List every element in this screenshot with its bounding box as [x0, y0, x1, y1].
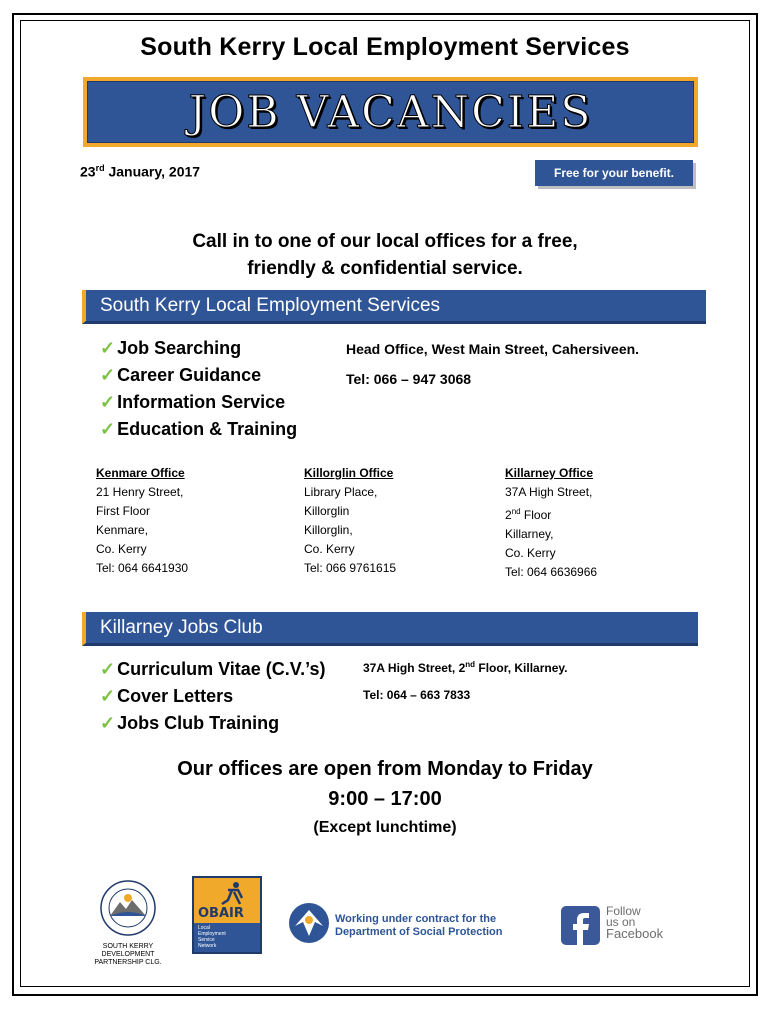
killarney-office: [505, 464, 597, 582]
runner-icon: [194, 878, 260, 908]
office-line: Tel: 064 6641930: [96, 561, 189, 575]
skdp-emblem-icon: [82, 876, 174, 938]
office-line: 21 Henry Street,: [96, 485, 184, 499]
office-line: Tel: 066 9761615: [304, 561, 397, 575]
office-line: Killorglin: [304, 504, 350, 518]
obair-sub: Service: [198, 937, 215, 943]
dsp-contract-text: [335, 913, 502, 939]
office-line: 37A High Street,: [505, 485, 593, 499]
list-item: ✓ Job Searching: [100, 338, 242, 358]
head-office-tel: Tel: 066 – 947 3068: [346, 371, 472, 387]
date-suffix: rd: [95, 163, 105, 173]
job-vacancies-banner: [83, 77, 698, 147]
office-line: 2nd Floor: [505, 507, 552, 522]
list-item: ✓ Career Guidance: [100, 365, 262, 385]
office-line: Co. Kerry: [304, 542, 355, 556]
check-icon: ✓: [100, 419, 116, 439]
jobs-club-address: 37A High Street, 2nd Floor, Killarney.: [363, 660, 568, 675]
opening-hours: [0, 755, 770, 841]
date-day: 23: [80, 163, 96, 180]
hours-line-1: Our offices are open from Monday to Friday: [177, 758, 593, 780]
jobs-club-list: [100, 656, 326, 737]
fb-line-2: us on: [606, 915, 636, 929]
call-in-line-2: friendly & confidential service.: [247, 258, 523, 279]
call-in-text: [0, 228, 770, 282]
obair-logo: [192, 876, 262, 954]
free-badge: Free for your benefit.: [535, 160, 693, 186]
date: [80, 163, 200, 180]
office-line: Co. Kerry: [96, 542, 147, 556]
fb-line-3: Facebook: [606, 926, 664, 941]
facebook-icon[interactable]: [561, 906, 600, 945]
check-icon: ✓: [100, 338, 116, 358]
head-office-address: Head Office, West Main Street, Cahersiveen.: [346, 341, 640, 357]
dsp-line-1: Working under contract for the: [335, 913, 497, 925]
obair-sub: Network: [198, 943, 217, 949]
check-icon: ✓: [100, 392, 116, 412]
check-icon: ✓: [100, 686, 116, 706]
check-icon: ✓: [100, 659, 116, 679]
facebook-follow-text[interactable]: [606, 906, 663, 939]
jobs-club-tel: Tel: 064 – 663 7833: [363, 688, 471, 702]
hours-line-2: 9:00 – 17:00: [328, 788, 442, 810]
kenmare-office: [96, 464, 188, 578]
check-icon: ✓: [100, 713, 116, 733]
obair-sub: Employment: [198, 931, 226, 937]
office-line: Co. Kerry: [505, 546, 556, 560]
dsp-logo: [287, 900, 331, 946]
office-title: Kenmare Office: [96, 466, 185, 480]
check-icon: ✓: [100, 365, 116, 385]
obair-word: OBAIR: [198, 906, 244, 921]
list-item: ✓ Cover Letters: [100, 686, 234, 706]
jobs-club-section-header: Killarney Jobs Club: [82, 612, 698, 646]
list-item: ✓ Jobs Club Training: [100, 713, 280, 733]
office-line: Killarney,: [505, 527, 554, 541]
killorglin-office: [304, 464, 396, 578]
skdp-name-line-2: PARTNERSHIP CLG.: [94, 959, 162, 966]
obair-sub: Local: [198, 925, 210, 931]
office-line: Library Place,: [304, 485, 378, 499]
hours-line-3: (Except lunchtime): [313, 819, 457, 836]
services-list: [100, 335, 297, 443]
dsp-line-2: Department of Social Protection: [335, 926, 503, 938]
list-item: ✓ Education & Training: [100, 419, 298, 439]
office-line: First Floor: [96, 504, 150, 518]
office-line: Tel: 064 6636966: [505, 565, 598, 579]
skdp-logo: [82, 876, 174, 966]
office-line: Killorglin,: [304, 523, 353, 537]
page-title: South Kerry Local Employment Services: [140, 33, 630, 61]
office-title: Killorglin Office: [304, 466, 394, 480]
office-line: Kenmare,: [96, 523, 149, 537]
date-rest: January, 2017: [104, 163, 201, 180]
fb-line-1: Follow: [606, 904, 641, 918]
banner-heading: JOB VACANCIES: [188, 86, 593, 138]
call-in-line-1: Call in to one of our local offices for a free,: [192, 231, 578, 252]
list-item: ✓ Information Service: [100, 392, 286, 412]
list-item: ✓ Curriculum Vitae (C.V.’s): [100, 659, 326, 679]
office-title: Killarney Office: [505, 466, 594, 480]
skdp-name-line-1: SOUTH KERRY DEVELOPMENT: [101, 943, 155, 958]
dsp-emblem-icon: [287, 900, 331, 946]
services-section-header: South Kerry Local Employment Services: [82, 290, 706, 324]
